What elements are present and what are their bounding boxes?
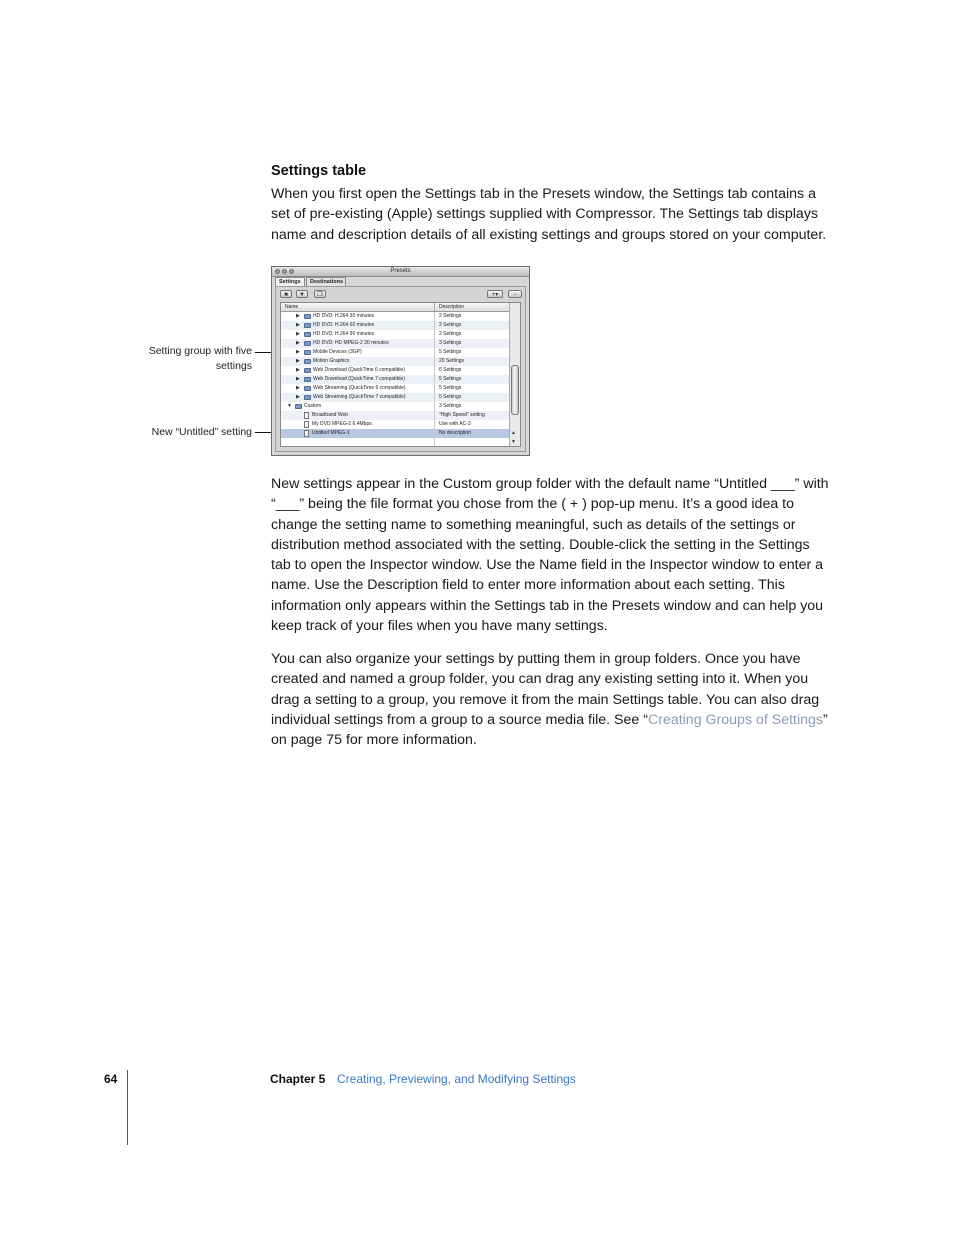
table-row[interactable]: [281, 411, 510, 420]
disclosure-collapsed-icon[interactable]: ▶: [296, 349, 300, 355]
row-name: HD DVD: H.264 90 minutes: [313, 331, 375, 337]
table-row[interactable]: [281, 393, 510, 402]
row-description: No description: [439, 430, 471, 436]
row-name: Web Streaming (QuickTime 6 compatible): [313, 385, 406, 391]
row-description: Use with AC-3: [439, 421, 471, 427]
duplicate-icon: ❐: [317, 292, 323, 298]
row-description: 20 Settings: [439, 358, 465, 364]
apply-button[interactable]: [296, 290, 308, 298]
chapter-label: Chapter 5: [270, 1072, 326, 1086]
folder-icon: [304, 377, 311, 382]
table-row[interactable]: [281, 348, 510, 357]
folder-icon: [304, 359, 311, 364]
table-row[interactable]: [281, 357, 510, 366]
row-description: "High Speed" setting: [439, 412, 485, 418]
column-divider: [434, 303, 435, 311]
new-group-button[interactable]: [280, 290, 292, 298]
window-title: Presets: [390, 268, 411, 274]
row-name: Web Download (QuickTime 6 compatible): [313, 367, 405, 373]
table-row[interactable]: [281, 321, 510, 330]
settings-pane: [275, 286, 526, 452]
setting-file-icon: [304, 421, 309, 428]
setting-file-icon: [304, 412, 309, 419]
disclosure-collapsed-icon[interactable]: ▶: [296, 376, 300, 382]
table-row[interactable]: [281, 429, 510, 438]
row-name: Web Download (QuickTime 7 compatible): [313, 376, 405, 382]
row-name: Custom: [304, 403, 322, 409]
disclosure-collapsed-icon[interactable]: ▶: [296, 367, 300, 373]
paragraph-new-settings: New settings appear in the Custom group folder with the default name “Untitled ___” with “___” being the file format you chose from the ( + ) pop-up menu. It’s a good idea to change the setting name to something meaningful, such as details of the settings or distribution method associated with the setting. Double-click the setting in the Settings tab to open the Inspector window. Use the Name field in the Inspector window to enter a name. Use the Description field to enter more information about each setting. This information only appears within the Settings tab in the Presets window and can help you keep track of your files when you have many settings.: [271, 476, 829, 635]
row-description: 2 Settings: [439, 313, 462, 319]
table-rows: [281, 312, 510, 438]
row-name: HD DVD: H.264 30 minutes: [313, 313, 375, 319]
presets-window: [271, 266, 530, 456]
row-description: 5 Settings: [439, 394, 462, 400]
row-description: 6 Settings: [439, 367, 462, 373]
row-name: My DVD MPEG-2 6.4Mbps: [312, 421, 372, 427]
paragraph-text: You can also organize your settings by putting them in group folders. Once you have created and named a group folder, you can drag any existing setting into it. When you drag a setting to a group, you remove it from the main Settings table. You can also drag individual settings from a group to a source media file. See “: [271, 651, 820, 728]
row-description: 2 Settings: [439, 322, 462, 328]
row-description: 3 Settings: [439, 403, 462, 409]
footer-rule: [127, 1070, 128, 1145]
disclosure-collapsed-icon[interactable]: ▶: [296, 322, 300, 328]
folder-add-icon: ■: [284, 292, 288, 298]
tab-destinations[interactable]: Destinations: [306, 277, 346, 286]
table-row[interactable]: [281, 420, 510, 429]
disclosure-collapsed-icon[interactable]: ▶: [296, 331, 300, 337]
disclosure-collapsed-icon[interactable]: ▶: [296, 340, 300, 346]
row-name: HD DVD: H.264 60 minutes: [313, 322, 375, 328]
disclosure-collapsed-icon[interactable]: ▶: [296, 358, 300, 364]
window-titlebar: [272, 267, 529, 277]
row-description: 3 Settings: [439, 340, 462, 346]
paragraph-intro: When you first open the Settings tab in the Presets window, the Settings tab contains a set of pre-existing (Apple) settings supplied with Compressor. The Settings tab displays name and description details of all existing settings and groups stored on your computer.: [271, 186, 827, 243]
scroll-thumb[interactable]: [511, 365, 519, 415]
duplicate-button[interactable]: [314, 290, 326, 298]
paragraph-group-folders: [271, 649, 831, 750]
row-description: 5 Settings: [439, 385, 462, 391]
folder-icon: [304, 386, 311, 391]
add-setting-button[interactable]: +▾: [487, 290, 503, 298]
section-heading: Settings table: [271, 163, 367, 179]
table-row[interactable]: [281, 375, 510, 384]
row-name: Mobile Devices (3GP): [313, 349, 362, 355]
folder-icon: [304, 350, 311, 355]
vertical-scrollbar[interactable]: [509, 303, 520, 446]
setting-file-icon: [304, 430, 309, 437]
folder-icon: [304, 341, 311, 346]
folder-icon: [304, 323, 311, 328]
column-name[interactable]: Name: [285, 304, 299, 310]
tab-settings[interactable]: Settings: [275, 277, 305, 286]
row-description: 5 Settings: [439, 349, 462, 355]
column-description[interactable]: Description: [439, 304, 465, 310]
table-row[interactable]: [281, 366, 510, 375]
row-name: Untitled MPEG-1: [312, 430, 350, 436]
row-description: 5 Settings: [439, 376, 462, 382]
creating-groups-link[interactable]: Creating Groups of Settings: [647, 711, 824, 728]
callout-setting-group: Setting group with five settings: [148, 345, 252, 372]
column-divider: [434, 312, 435, 446]
row-description: 2 Settings: [439, 331, 462, 337]
scroll-up-icon[interactable]: ▲: [511, 430, 516, 436]
folder-icon: [304, 314, 311, 319]
table-header: [281, 303, 510, 312]
chapter-title-link[interactable]: Creating, Previewing, and Modifying Settings: [337, 1072, 576, 1086]
folder-icon: [304, 332, 311, 337]
settings-table: [280, 302, 521, 447]
table-row[interactable]: [281, 312, 510, 321]
row-name: HD DVD: HD MPEG-2 30 minutes: [313, 340, 389, 346]
table-row[interactable]: [281, 330, 510, 339]
scroll-down-icon[interactable]: ▼: [511, 439, 516, 445]
folder-icon: [304, 395, 311, 400]
disclosure-collapsed-icon[interactable]: ▶: [296, 385, 300, 391]
disclosure-expanded-icon[interactable]: ▼: [287, 403, 292, 409]
folder-icon: [304, 368, 311, 373]
table-row[interactable]: [281, 339, 510, 348]
callout-untitled-setting: New “Untitled” setting: [151, 426, 252, 438]
remove-setting-button[interactable]: −: [508, 290, 522, 298]
page-number: 64: [104, 1072, 118, 1086]
row-name: Broadband Web: [312, 412, 349, 418]
disclosure-collapsed-icon[interactable]: ▶: [296, 313, 300, 319]
row-name: Motion Graphics: [313, 358, 350, 364]
apply-icon: ▼: [299, 292, 305, 298]
table-row[interactable]: [281, 402, 510, 411]
folder-icon: [295, 404, 302, 409]
table-row[interactable]: [281, 384, 510, 393]
row-name: Web Streaming (QuickTime 7 compatible): [313, 394, 406, 400]
disclosure-collapsed-icon[interactable]: ▶: [296, 394, 300, 400]
paragraph-text: ” on page 75 for more information.: [271, 711, 828, 749]
